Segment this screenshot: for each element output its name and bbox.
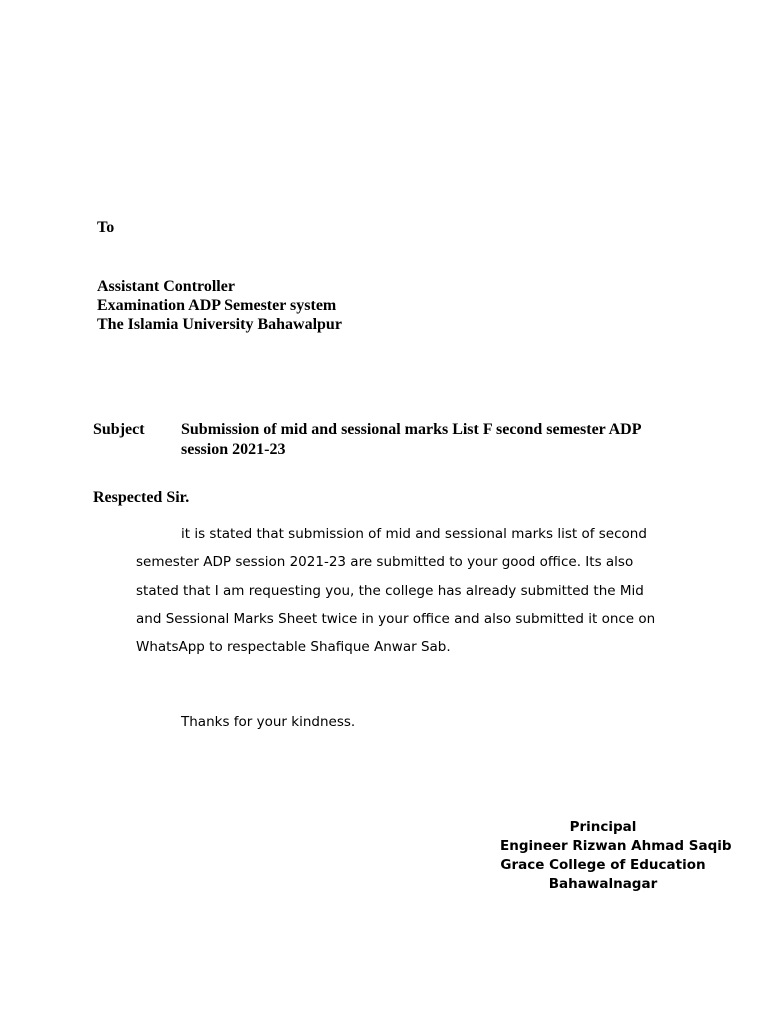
signature-city: Bahawalnagar [548, 876, 658, 892]
recipient-line-department: Examination ADP Semester system [97, 297, 337, 314]
signature-title: Principal [569, 819, 637, 835]
subject-label: Subject [93, 421, 145, 438]
to-label: To [97, 219, 115, 236]
signature-institution: Grace College of Education [500, 857, 706, 873]
recipient-line-university: The Islamia University Bahawalpur [97, 316, 342, 333]
greeting: Respected Sir. [93, 489, 190, 506]
signature-name: Engineer Rizwan Ahmad Saqib [500, 838, 732, 854]
recipient-address [97, 277, 342, 334]
body-paragraph: it is stated that submission of mid and sessional marks list of second semester ADP session 2021-23 are submitted to your good office. Its also stated that I am requesting you, the college has already submitted the Mid and Sessional Marks Sheet twice in your office and also submitted it once on WhatsApp to respectable Shafique Anwar Sab. [136, 526, 656, 656]
recipient-line-title: Assistant Controller [97, 278, 235, 295]
closing-line: Thanks for your kindness. [181, 714, 356, 730]
subject-text: Submission of mid and sessional marks List F second semester ADP session 2021-23 [181, 421, 641, 458]
signature-block [500, 818, 732, 894]
